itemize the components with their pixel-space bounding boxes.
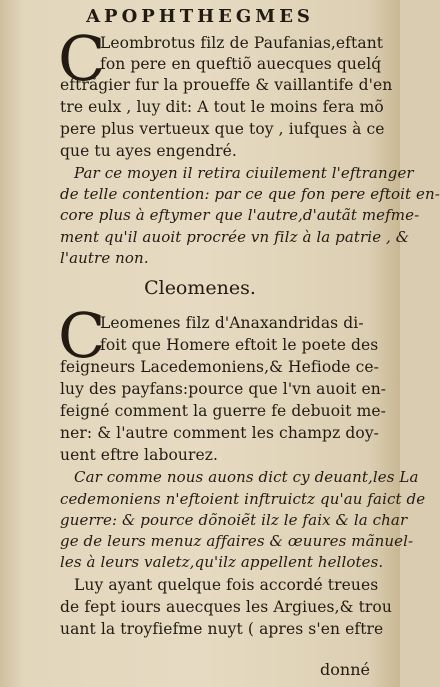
text-line: uent eftre labourez. [60, 446, 219, 464]
text-line: de fept iours auecques les Argiues,& trou [60, 598, 392, 616]
text-line: uant la troyfiefme nuyt ( apres s'en eftre [60, 620, 384, 638]
drop-cap-initial: C [58, 299, 106, 372]
italic-line: ment qu'il auoit procrée vn filz à la patrie , & [60, 228, 410, 246]
italic-line: Par ce moyen il retira ciuilement l'eftranger [74, 164, 414, 182]
text-line: pere plus vertueux que toy , iufques à ce [60, 120, 385, 138]
italic-line: l'autre non. [60, 249, 149, 267]
text-line: fon pere en queftiõ auecques quelq́ [100, 55, 382, 73]
drop-cap-initial: C [58, 22, 106, 95]
italic-line: core plus à eftymer que l'autre,d'autãt mefme- [60, 206, 420, 224]
italic-line: de telle contention: par ce que fon pere eftoit en- [60, 185, 440, 203]
italic-line: ge de leurs menuz affaires & œuures mãnuel- [60, 532, 414, 550]
text-line: eftrãgier fur la proueffe & vaillantife d'en [60, 76, 393, 94]
text-line: que tu ayes engendré. [60, 142, 237, 160]
section-heading: Cleomenes. [144, 277, 256, 299]
italic-line: Car comme nous auons dict cy deuant,les La [74, 468, 419, 486]
text-line: Luy ayant quelque fois accordé treues [74, 576, 379, 594]
italic-line: les à leurs valetz,qu'ilz appellent hellotes. [60, 553, 384, 571]
text-line: foit que Homere eftoit le poete des [100, 336, 379, 354]
text-line: Leomenes filz d'Anaxandridas di- [100, 314, 364, 332]
text-line: Leombrotus filz de Paufanias,eftant [100, 34, 384, 52]
text-line: luy des payfans:pource que l'vn auoit en- [60, 380, 387, 398]
text-line: tre eulx , luy dit: A tout le moins fera mõ [60, 98, 384, 116]
running-header: APOPHTHEGMES [86, 6, 314, 27]
italic-line: cedemoniens n'eftoient inftruictz qu'au faict de [60, 490, 426, 508]
text-line: feigné comment la guerre fe debuoit me- [60, 402, 387, 420]
text-line: feigneurs Lacedemoniens,& Hefiode ce- [60, 358, 379, 376]
text-line: ner: & l'autre comment les champz doy- [60, 424, 380, 442]
italic-line: guerre: & pource dõnoiẽt ilz le faix & la char [60, 511, 408, 529]
catchword: donné [320, 660, 370, 679]
